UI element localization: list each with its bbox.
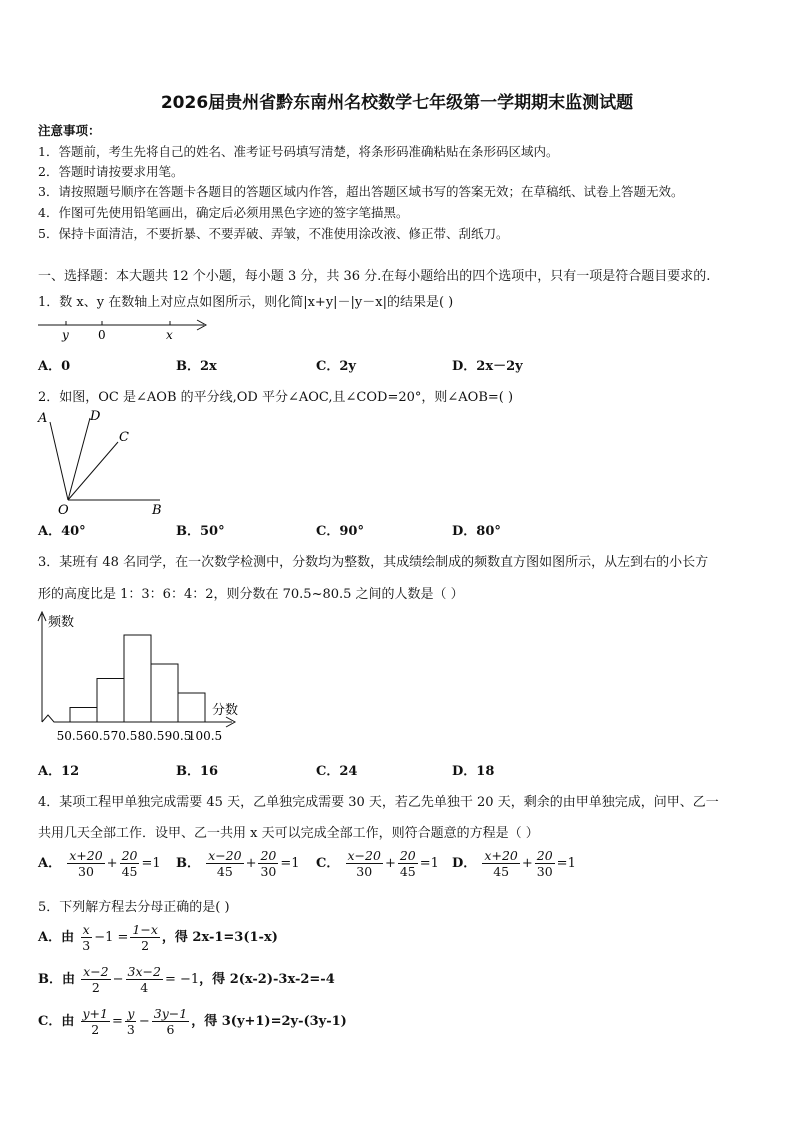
- notice-item: 4．作图可先使用铅笔画出，确定后必须用黑色字迹的签字笔描黑。: [38, 205, 409, 220]
- q4-option-b[interactable]: B． $\frac{x-20}{45}$ + $\frac{20}{30}$ =1: [176, 848, 300, 879]
- x-tick-label: 70.5: [110, 729, 138, 743]
- q3-option-d[interactable]: D．18: [452, 764, 495, 779]
- q1-option-d[interactable]: D．2x－2y: [452, 359, 523, 374]
- q3-option-c[interactable]: C．24: [316, 764, 358, 779]
- q2-stem: 2．如图，OC 是∠AOB 的平分线,OD 平分∠AOC,且∠COD=20°，则∠AOB=( ): [38, 390, 514, 405]
- q5-option-a[interactable]: A．由 $\frac{x}{3}$ −1 = $\frac{1-x}{2}$ ，得 2x-1=3(1-x): [38, 922, 278, 953]
- label-C: C: [119, 430, 129, 445]
- histogram-bar: [178, 693, 205, 722]
- q4-stem-line2: 共用几天全部工作．设甲、乙一共用 x 天可以完成全部工作，则符合题意的方程是（ ）: [38, 826, 539, 841]
- page-title: 2026届贵州省黔东南州名校数学七年级第一学期期末监测试题: [160, 93, 634, 113]
- number-line-figure: [34, 315, 214, 343]
- q4-option-d[interactable]: D． $\frac{x+20}{45}$ + $\frac{20}{30}$ =1: [452, 848, 576, 879]
- q1-option-c[interactable]: C．2y: [316, 359, 356, 374]
- q3-stem-line2: 形的高度比是 1：3：6：4：2，则分数在 70.5~80.5 之间的人数是（ ）: [38, 587, 464, 602]
- notice-heading: 注意事项：: [38, 123, 101, 138]
- x-tick-label: 60.5: [83, 729, 111, 743]
- q2-option-c[interactable]: C．90°: [316, 524, 364, 539]
- label-O: O: [58, 503, 69, 516]
- histogram-bar: [70, 708, 97, 723]
- axis-label-y: y: [62, 328, 69, 342]
- x-tick-label: 50.5: [56, 729, 84, 743]
- angle-figure: [32, 404, 172, 516]
- axis-label-zero: 0: [98, 328, 106, 342]
- label-D: D: [90, 409, 101, 424]
- label-B: B: [152, 503, 162, 516]
- notice-item: 2．答题时请按要求用笔。: [38, 164, 184, 179]
- x-tick-label: 80.5: [137, 729, 165, 743]
- q5-stem: 5．下列解方程去分母正确的是( ): [38, 900, 230, 915]
- q1-option-b[interactable]: B．2x: [176, 359, 217, 374]
- q2-option-b[interactable]: B．50°: [176, 524, 225, 539]
- label-A: A: [38, 411, 48, 426]
- x-axis-label: 分数: [212, 703, 239, 718]
- q4-option-c[interactable]: C． $\frac{x-20}{30}$ + $\frac{20}{45}$ =1: [316, 848, 439, 879]
- x-tick-label: 100.5: [187, 729, 223, 743]
- q1-stem: 1．数 x、y 在数轴上对应点如图所示，则化简|x+y|－|y－x|的结果是( ): [38, 295, 454, 310]
- histogram-bar: [97, 679, 124, 723]
- notice-item: 5．保持卡面清洁，不要折暴、不要弄破、弄皱，不准使用涂改液、修正带、刮纸刀。: [38, 226, 509, 241]
- notice-item: 3．请按照题号顺序在答题卡各题目的答题区域内作答，超出答题区域书写的答案无效；在草稿纸、试卷上答题无效。: [38, 184, 684, 199]
- x-tick-label: 90.5: [164, 729, 192, 743]
- q3-stem-line1: 3．某班有 48 名同学，在一次数学检测中，分数均为整数，其成绩绘制成的频数直方图如图所示，从左到右的小长方: [38, 555, 709, 570]
- notice-item: 1．答题前，考生先将自己的姓名、准考证号码填写清楚，将条形码准确粘贴在条形码区域内。: [38, 144, 559, 159]
- q3-option-b[interactable]: B．16: [176, 764, 219, 779]
- histogram-bar: [124, 635, 151, 722]
- q2-option-d[interactable]: D．80°: [452, 524, 501, 539]
- q3-option-a[interactable]: A．12: [38, 764, 80, 779]
- q1-option-a[interactable]: A．0: [38, 359, 71, 374]
- section-heading: 一、选择题：本大题共 12 个小题，每小题 3 分，共 36 分.在每小题给出的四个选项中，只有一项是符合题目要求的.: [38, 269, 711, 284]
- q2-option-a[interactable]: A．40°: [38, 524, 86, 539]
- q4-option-a[interactable]: A． $\frac{x+20}{30}$ + $\frac{20}{45}$ =1: [38, 848, 161, 879]
- axis-label-x: x: [166, 328, 173, 342]
- y-axis-label: 频数: [48, 615, 75, 630]
- histogram-bar: [151, 664, 178, 722]
- q5-option-b[interactable]: B．由 $\frac{x-2}{2}$ − $\frac{3x-2}{4}$ = −1，得 2(x-2)-3x-2=-4: [38, 964, 335, 995]
- q4-stem-line1: 4．某项工程甲单独完成需要 45 天，乙单独完成需要 30 天，若乙先单独干 20 天，剩余的由甲单独完成，问甲、乙一: [38, 795, 719, 810]
- q5-option-c[interactable]: C．由 $\frac{y+1}{2}$ = $\frac{y}{3}$ − $\frac{3y-1}{6}$ ，得 3(y+1)=2y-(3y-1): [38, 1006, 347, 1037]
- frequency-histogram: [32, 606, 252, 746]
